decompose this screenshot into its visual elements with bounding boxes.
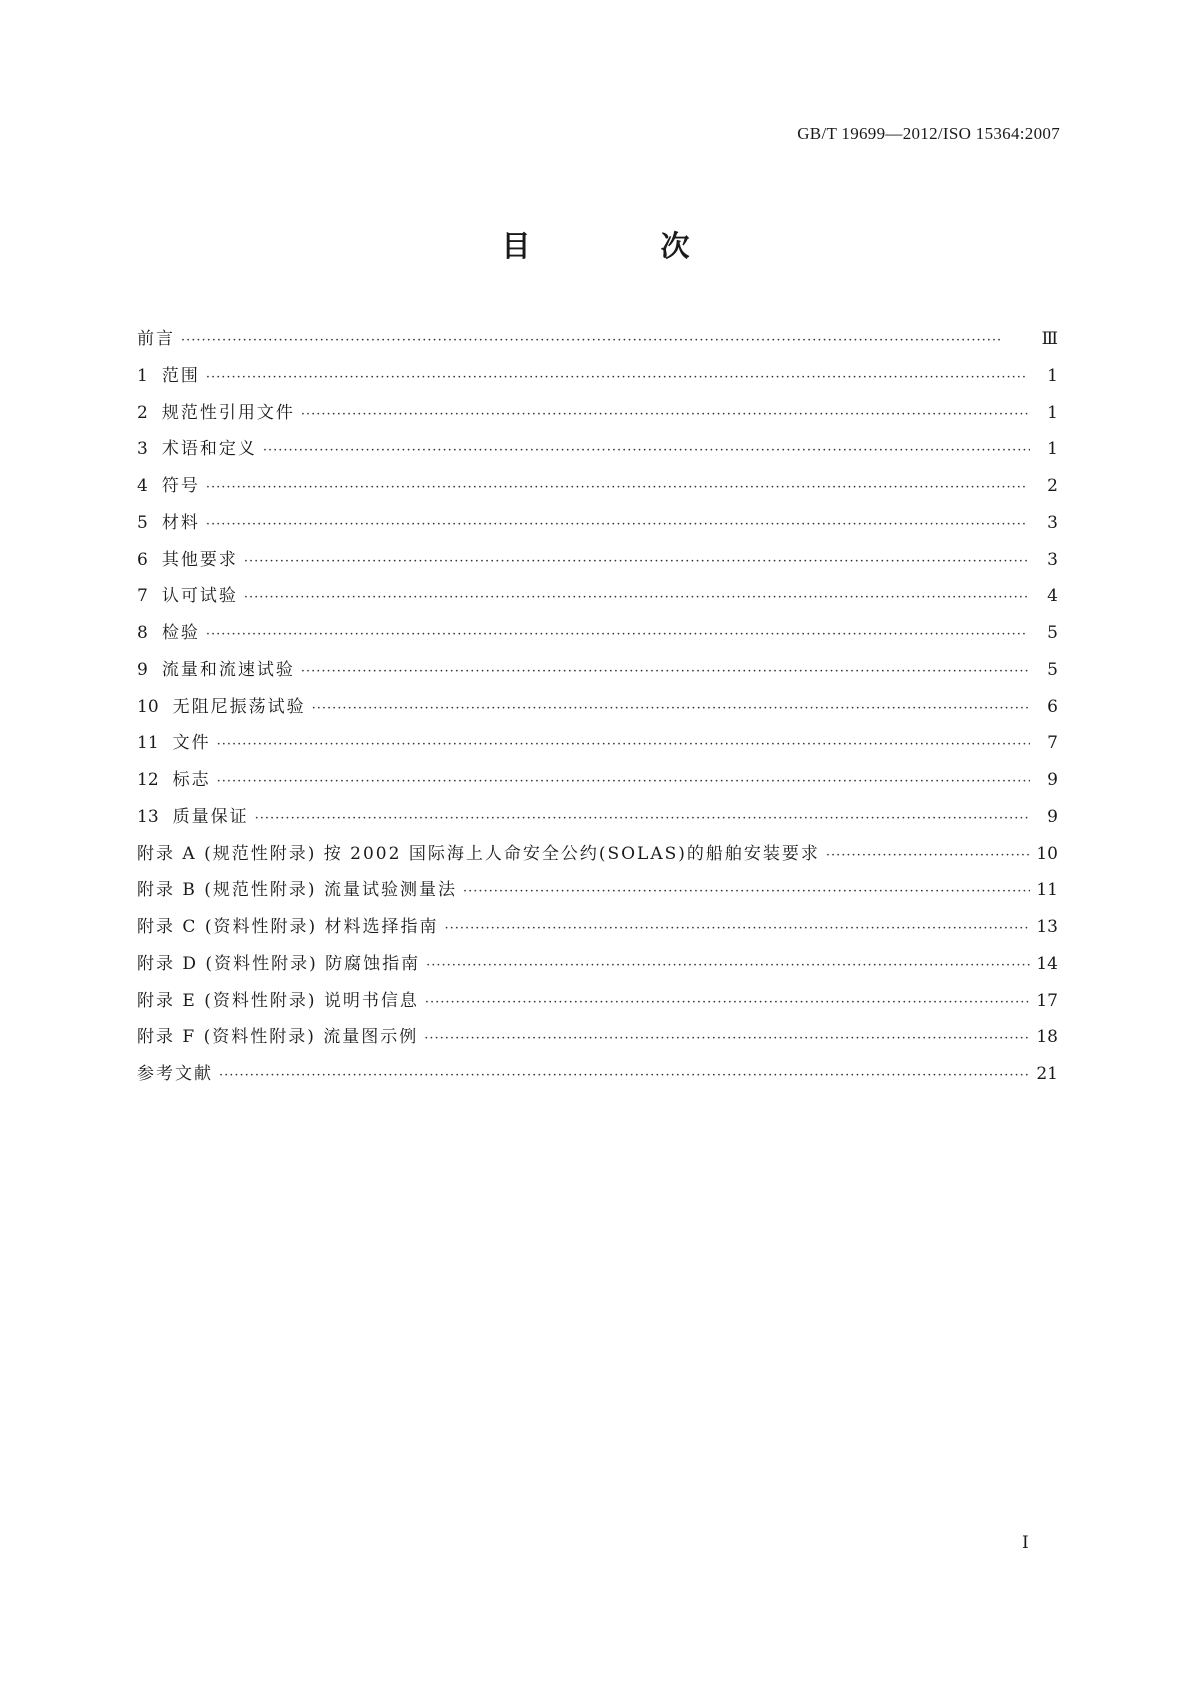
toc-entry-text: 附录 F (资料性附录) 流量图示例 <box>137 1027 419 1048</box>
toc-entry-number: 10 <box>137 696 159 717</box>
toc-dot-leader <box>217 774 1030 789</box>
toc-dot-leader <box>424 1031 1030 1046</box>
toc-dot-leader <box>244 590 1030 605</box>
toc-entry-text: 流量和流速试验 <box>161 659 295 680</box>
toc-entry-text: 规范性引用文件 <box>161 402 295 423</box>
toc-entry-page: 9 <box>1047 806 1058 827</box>
toc-dot-leader <box>181 333 1030 348</box>
toc-entry-label <box>137 692 312 717</box>
toc-entry-page: 14 <box>1036 953 1058 974</box>
toc-entry[interactable] <box>137 1059 1058 1096</box>
toc-entry-page: 3 <box>1047 549 1058 570</box>
toc-entry-text: 前言 <box>137 329 175 349</box>
toc-entry[interactable] <box>137 324 1058 361</box>
toc-entry-page: 18 <box>1036 1027 1058 1048</box>
toc-entry[interactable] <box>137 471 1058 508</box>
toc-dot-leader <box>444 921 1030 936</box>
toc-entry-text: 质量保证 <box>172 806 249 827</box>
toc-entry[interactable] <box>137 949 1058 986</box>
toc-entry-label <box>137 655 301 680</box>
toc-entry[interactable] <box>137 434 1058 471</box>
toc-entry[interactable] <box>137 692 1058 729</box>
toc-entry[interactable] <box>137 655 1058 692</box>
toc-entry[interactable] <box>137 508 1058 545</box>
page-number: I <box>1022 1533 1029 1553</box>
toc-entry-page: 11 <box>1036 880 1058 901</box>
toc-entry-text: 无阻尼振荡试验 <box>172 696 306 717</box>
toc-dot-leader <box>217 737 1030 752</box>
toc-entry-number: 12 <box>137 770 159 790</box>
toc-entry-number: 2 <box>137 402 148 423</box>
toc-entry-label <box>137 1059 219 1084</box>
toc-entry-label <box>137 324 181 349</box>
toc-entry[interactable] <box>137 728 1058 765</box>
toc-entry-number: 7 <box>137 586 148 607</box>
toc-dot-leader <box>463 884 1030 899</box>
toc-entry-page: 10 <box>1036 843 1058 864</box>
toc-dot-leader <box>219 1068 1030 1083</box>
toc-dot-leader <box>826 848 1030 863</box>
toc-entry-page: 21 <box>1036 1064 1058 1084</box>
toc-entry[interactable] <box>137 839 1058 876</box>
toc-entry-page: Ⅲ <box>1041 329 1058 349</box>
toc-dot-leader <box>206 627 1030 642</box>
toc-entry-number: 5 <box>137 512 148 533</box>
toc-entry-label <box>137 508 206 533</box>
toc-entry-page: 1 <box>1047 365 1058 386</box>
toc-entry-text: 附录 E (资料性附录) 说明书信息 <box>137 990 419 1011</box>
toc-entry-number: 9 <box>137 659 148 680</box>
toc-entry-label <box>137 618 206 643</box>
toc-entry-text: 附录 A (规范性附录) 按 2002 国际海上人命安全公约(SOLAS)的船舶安装要求 <box>137 843 820 864</box>
toc-entry-page: 5 <box>1047 659 1058 680</box>
toc-dot-leader <box>426 958 1030 973</box>
toc-entry[interactable] <box>137 802 1058 839</box>
toc-entry-label <box>137 839 826 864</box>
toc-entry-text: 检验 <box>161 623 200 643</box>
toc-entry[interactable] <box>137 398 1058 435</box>
toc-dot-leader <box>263 443 1030 458</box>
toc-entry[interactable] <box>137 618 1058 655</box>
toc-dot-leader <box>301 407 1030 422</box>
toc-entry-text: 附录 D (资料性附录) 防腐蚀指南 <box>137 953 421 974</box>
toc-entry-text: 材料 <box>161 512 200 533</box>
toc-entry[interactable] <box>137 545 1058 582</box>
toc-dot-leader <box>206 480 1030 495</box>
toc-entry-label <box>137 398 301 423</box>
toc-entry[interactable] <box>137 361 1058 398</box>
toc-entry-number: 6 <box>137 549 148 570</box>
toc-entry-text: 术语和定义 <box>161 439 257 460</box>
toc-entry-label <box>137 545 244 570</box>
toc-entry-text: 文件 <box>172 733 211 754</box>
toc-entry-page: 17 <box>1036 990 1058 1011</box>
toc-entry-page: 1 <box>1047 439 1058 460</box>
toc-entry[interactable] <box>137 1022 1058 1059</box>
toc-entry-page: 9 <box>1047 770 1058 790</box>
table-of-contents <box>137 324 1058 1096</box>
standard-number-header: GB/T 19699—2012/ISO 15364:2007 <box>797 124 1060 143</box>
toc-entry-label <box>137 875 463 900</box>
toc-entry-text: 符号 <box>161 476 200 496</box>
toc-dot-leader <box>255 811 1030 826</box>
toc-entry-label <box>137 986 425 1011</box>
toc-entry-text: 认可试验 <box>161 586 238 607</box>
toc-entry-label <box>137 361 206 386</box>
toc-entry-text: 附录 B (规范性附录) 流量试验测量法 <box>137 880 457 901</box>
toc-entry-label <box>137 434 263 459</box>
toc-entry-page: 6 <box>1047 696 1058 717</box>
toc-dot-leader <box>206 370 1030 385</box>
toc-entry-text: 其他要求 <box>161 549 238 570</box>
toc-entry-number: 11 <box>137 733 159 754</box>
toc-entry[interactable] <box>137 912 1058 949</box>
toc-entry-text: 附录 C (资料性附录) 材料选择指南 <box>137 917 439 937</box>
toc-entry-page: 2 <box>1047 476 1058 496</box>
toc-entry-label <box>137 1022 424 1047</box>
toc-entry-label <box>137 802 255 827</box>
toc-entry-page: 1 <box>1047 402 1058 423</box>
toc-entry-text: 范围 <box>161 365 200 386</box>
toc-entry-label <box>137 765 217 790</box>
toc-entry-label <box>137 949 426 974</box>
toc-entry-number: 3 <box>137 439 148 460</box>
toc-entry-label <box>137 471 206 496</box>
toc-entry-page: 5 <box>1047 623 1058 643</box>
toc-entry-text: 参考文献 <box>137 1064 213 1084</box>
toc-entry-page: 13 <box>1036 917 1058 937</box>
toc-entry[interactable] <box>137 875 1058 912</box>
toc-entry-number: 13 <box>137 806 159 827</box>
toc-entry-label <box>137 912 444 937</box>
toc-title: 目 次 <box>501 229 750 263</box>
toc-entry[interactable] <box>137 581 1058 618</box>
toc-dot-leader <box>425 995 1030 1010</box>
toc-entry-page: 3 <box>1047 512 1058 533</box>
toc-dot-leader <box>244 554 1030 569</box>
toc-dot-leader <box>206 517 1030 532</box>
toc-dot-leader <box>301 664 1030 679</box>
toc-entry-text: 标志 <box>172 770 211 790</box>
toc-entry-number: 8 <box>137 623 148 643</box>
toc-entry-number: 4 <box>137 476 148 496</box>
toc-entry-page: 4 <box>1047 586 1058 607</box>
toc-entry-number: 1 <box>137 365 148 386</box>
toc-entry-page: 7 <box>1047 733 1058 754</box>
toc-entry[interactable] <box>137 765 1058 802</box>
toc-dot-leader <box>312 701 1030 716</box>
toc-entry-label <box>137 581 244 606</box>
toc-entry[interactable] <box>137 986 1058 1023</box>
toc-entry-label <box>137 728 217 753</box>
